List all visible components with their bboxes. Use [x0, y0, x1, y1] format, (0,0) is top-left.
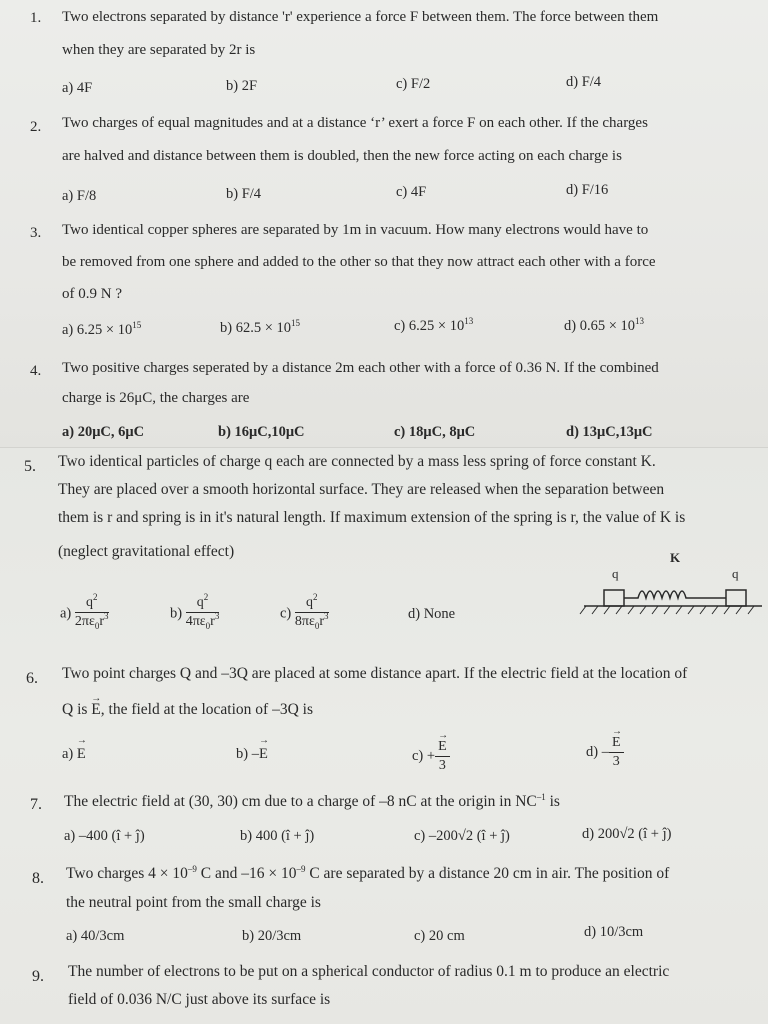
- charge-label: q: [732, 566, 739, 581]
- question-text: the neutral point from the small charge is: [66, 894, 321, 911]
- option-b: b) $\frac{q^2}{4\pi\varepsilon_0r^3}$: [170, 594, 219, 635]
- question-number: 2.: [30, 119, 42, 135]
- option-a: a) 40/3cm: [66, 928, 125, 944]
- option-b: b) 20/3cm: [242, 928, 302, 944]
- question-text: them is r and spring is in it's natural length. If maximum extension of the spring is r, the value of K is: [58, 509, 686, 526]
- option-a: a) → E: [62, 746, 86, 763]
- question-text: Two electrons separated by distance 'r' experience a force F between them. The force between them: [62, 9, 659, 25]
- question-text: be removed from one sphere and added to the other so that they now attract each other with a force: [62, 254, 656, 270]
- question-text: The number of electrons to be put on a spherical conductor of radius 0.1 m to produce an electric: [68, 963, 670, 980]
- question-text: The electric field at (30, 30) cm due to a charge of –8 nC at the origin in $NC^{-1}$ is: [64, 792, 560, 810]
- question-number: 7.: [30, 796, 42, 813]
- question-text: (neglect gravitational effect): [58, 543, 235, 560]
- question-number: 5.: [24, 458, 36, 475]
- spring: [624, 591, 726, 598]
- question-text: are halved and distance between them is doubled, then the new force acting on each charge is: [62, 148, 622, 164]
- option-d: d) 10/3cm: [584, 924, 644, 940]
- option-a: a) 20μC, 6μC: [62, 424, 145, 440]
- option-d: d) 200√2 (î + ĵ): [582, 826, 672, 842]
- option-d: d) $0.65 \times 10^{13}$: [564, 316, 645, 334]
- question-text: They are placed over a smooth horizontal surface. They are released when the separation between: [58, 481, 665, 498]
- option-a: a) $\frac{q^2}{2\pi\varepsilon_0r^3}$: [60, 594, 109, 635]
- option-c: c) 18μC, 8μC: [394, 424, 476, 440]
- option-a: a) 4F: [62, 80, 93, 96]
- spring-figure: [576, 548, 766, 628]
- option-b: b) 16μC,10μC: [218, 424, 305, 440]
- spring-constant-label: K: [670, 550, 681, 565]
- question-text: Q is → E, the field at the location of –3Q is: [62, 700, 313, 720]
- option-b: b) 2F: [226, 78, 258, 94]
- question-text: field of 0.036 N/C just above its surface is: [68, 991, 331, 1008]
- left-block: [604, 590, 624, 606]
- option-c: c) 20 cm: [414, 928, 465, 944]
- option-d: d) – → $\frac{E}{3}$: [586, 734, 624, 771]
- right-block: [726, 590, 746, 606]
- option-b: b) –→ E: [236, 746, 268, 763]
- option-c: c) $6.25 \times 10^{13}$: [394, 316, 474, 334]
- fraction: $\frac{q^2}{2\pi\varepsilon_0r^3}$: [74, 592, 109, 631]
- option-b: b) 400 (î + ĵ): [240, 828, 315, 844]
- question-number: 9.: [32, 968, 44, 985]
- option-b: b) $62.5 \times 10^{15}$: [220, 318, 301, 336]
- question-text: Two point charges Q and –3Q are placed at some distance apart. If the electric field at the location of: [62, 665, 688, 682]
- fraction: $\frac{q^2}{8\pi\varepsilon_0r^3}$: [294, 592, 329, 631]
- question-text: Two positive charges seperated by a distance 2m each other with a force of 0.36 N. If the combined: [62, 360, 659, 376]
- option-c: c) + → $\frac{E}{3}$: [412, 738, 450, 775]
- option-c: c) 4F: [396, 184, 427, 200]
- option-d: d) None: [408, 606, 456, 622]
- option-c: c) F/2: [396, 76, 431, 92]
- question-text: Two identical particles of charge q each are connected by a mass less spring of force constant K.: [58, 453, 656, 470]
- fraction: $\frac{q^2}{4\pi\varepsilon_0r^3}$: [185, 592, 220, 631]
- question-text: Two charges $4 \times 10^{-9}$ C and $-16 \times 10^{-9}$ C are separated by a distance 20 cm in air. The position of: [66, 864, 670, 882]
- question-text: Two identical copper spheres are separated by 1m in vacuum. How many electrons would have to: [62, 222, 649, 238]
- option-d: d) 13μC,13μC: [566, 424, 653, 440]
- question-number: 4.: [30, 363, 42, 379]
- charge-label: q: [612, 566, 619, 581]
- question-number: 6.: [26, 670, 38, 687]
- question-text: of 0.9 N ?: [62, 286, 122, 302]
- question-text: Two charges of equal magnitudes and at a distance ‘r’ exert a force F on each other. If the charges: [62, 115, 648, 131]
- option-b: b) F/4: [226, 186, 262, 202]
- option-a: a) –400 (î + ĵ): [64, 828, 145, 844]
- question-number: 8.: [32, 870, 44, 887]
- question-number: 3.: [30, 225, 42, 241]
- option-a: a) $6.25 \times 10^{15}$: [62, 320, 142, 338]
- surface-hatching: [580, 606, 754, 614]
- option-d: d) F/4: [566, 74, 602, 90]
- option-c: c) –200√2 (î + ĵ): [414, 828, 510, 844]
- option-c: c) $\frac{q^2}{8\pi\varepsilon_0r^3}$: [280, 594, 329, 635]
- option-d: d) F/16: [566, 182, 609, 198]
- option-a: a) F/8: [62, 188, 97, 204]
- question-text: charge is 26μC, the charges are: [62, 390, 250, 406]
- question-text: when they are separated by 2r is: [62, 42, 256, 58]
- question-number: 1.: [30, 10, 42, 26]
